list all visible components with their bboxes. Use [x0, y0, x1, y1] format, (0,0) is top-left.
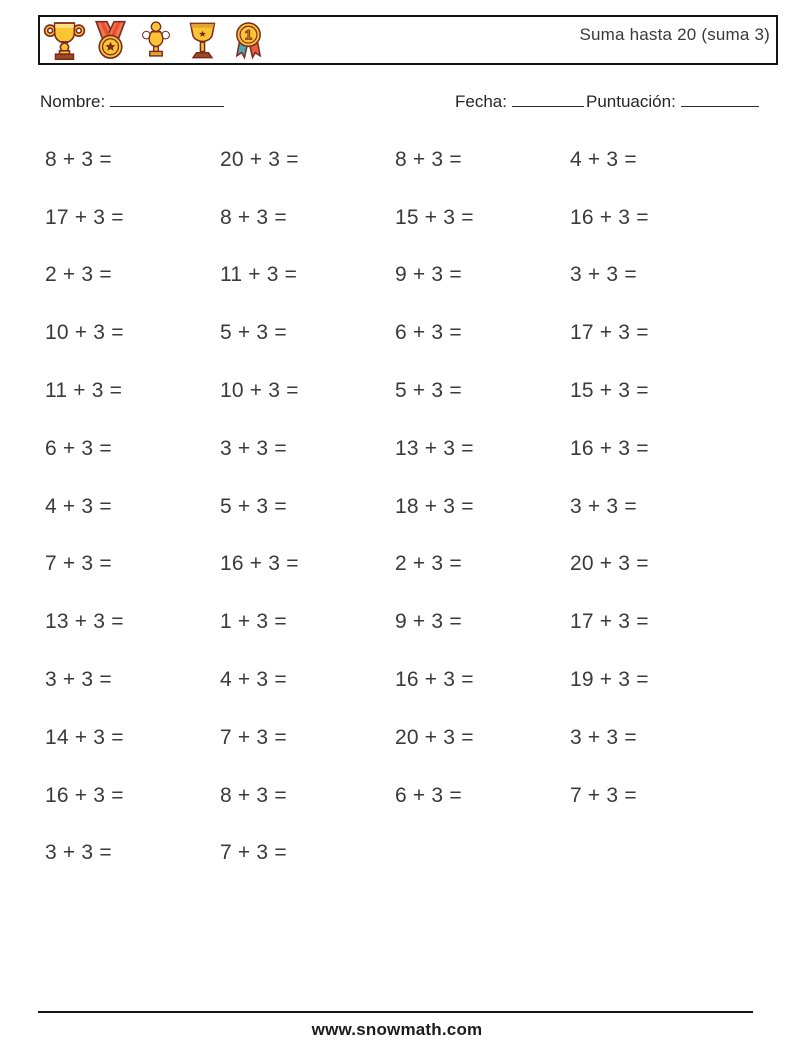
name-field	[40, 92, 224, 112]
problem: 10 + 3 =	[45, 321, 124, 345]
problem: 3 + 3 =	[570, 494, 637, 518]
problem: 5 + 3 =	[220, 321, 287, 345]
problem: 6 + 3 =	[45, 436, 112, 460]
problem: 15 + 3 =	[570, 379, 649, 403]
problem: 17 + 3 =	[570, 321, 649, 345]
medal-icon	[88, 17, 132, 63]
header	[38, 15, 778, 65]
problem: 20 + 3 =	[395, 725, 474, 749]
footer-divider	[38, 1011, 753, 1013]
problem: 3 + 3 =	[45, 668, 112, 692]
problem: 8 + 3 =	[220, 205, 287, 229]
problem: 1 + 3 =	[220, 610, 287, 634]
problem: 6 + 3 =	[395, 321, 462, 345]
goblet-trophy-icon	[180, 17, 224, 63]
info-fields	[38, 92, 778, 118]
first-place-rosette-icon	[226, 17, 270, 63]
problem: 13 + 3 =	[45, 610, 124, 634]
award-icons	[42, 17, 270, 63]
problem: 13 + 3 =	[395, 436, 474, 460]
score-blank-line	[681, 92, 759, 107]
problem: 16 + 3 =	[220, 552, 299, 576]
problem: 15 + 3 =	[395, 205, 474, 229]
date-blank-line	[512, 92, 584, 107]
problem: 8 + 3 =	[395, 147, 462, 171]
problem: 20 + 3 =	[570, 552, 649, 576]
problem: 7 + 3 =	[220, 841, 287, 865]
trophy-icon	[42, 17, 86, 63]
footer-website: www.snowmath.com	[311, 1020, 483, 1039]
problem: 18 + 3 =	[395, 494, 474, 518]
svg-text:1: 1	[244, 27, 252, 43]
problem: 4 + 3 =	[220, 668, 287, 692]
problem: 20 + 3 =	[220, 147, 299, 171]
problem: 3 + 3 =	[45, 841, 112, 865]
problem: 17 + 3 =	[45, 205, 124, 229]
problem: 7 + 3 =	[45, 552, 112, 576]
problem: 8 + 3 =	[220, 783, 287, 807]
problem: 16 + 3 =	[45, 783, 124, 807]
problem: 3 + 3 =	[570, 725, 637, 749]
name-blank-line	[110, 92, 224, 107]
problem: 14 + 3 =	[45, 725, 124, 749]
problem: 11 + 3 =	[45, 379, 123, 403]
problem: 2 + 3 =	[395, 552, 462, 576]
problem: 10 + 3 =	[220, 379, 299, 403]
problem: 9 + 3 =	[395, 610, 462, 634]
statuette-trophy-icon	[134, 17, 178, 63]
problem: 16 + 3 =	[570, 205, 649, 229]
problem: 16 + 3 =	[570, 436, 649, 460]
score-label: Puntuación:	[586, 92, 676, 111]
problem: 17 + 3 =	[570, 610, 649, 634]
problem: 5 + 3 =	[220, 494, 287, 518]
problem: 3 + 3 =	[220, 436, 287, 460]
problem: 4 + 3 =	[45, 494, 112, 518]
problem: 7 + 3 =	[220, 725, 287, 749]
problem: 11 + 3 =	[220, 263, 298, 287]
problem: 5 + 3 =	[395, 379, 462, 403]
name-label: Nombre:	[40, 92, 106, 111]
problems-grid	[38, 131, 748, 882]
problem: 19 + 3 =	[570, 668, 649, 692]
problem: 4 + 3 =	[570, 147, 637, 171]
problem: 16 + 3 =	[395, 668, 474, 692]
date-field	[455, 92, 584, 112]
problem: 9 + 3 =	[395, 263, 462, 287]
worksheet-title: Suma hasta 20 (suma 3)	[579, 25, 770, 44]
problem: 2 + 3 =	[45, 263, 112, 287]
problem: 3 + 3 =	[570, 263, 637, 287]
date-label: Fecha:	[455, 92, 507, 111]
problem: 6 + 3 =	[395, 783, 462, 807]
problem: 8 + 3 =	[45, 147, 112, 171]
problem: 7 + 3 =	[570, 783, 637, 807]
score-field	[586, 92, 759, 112]
